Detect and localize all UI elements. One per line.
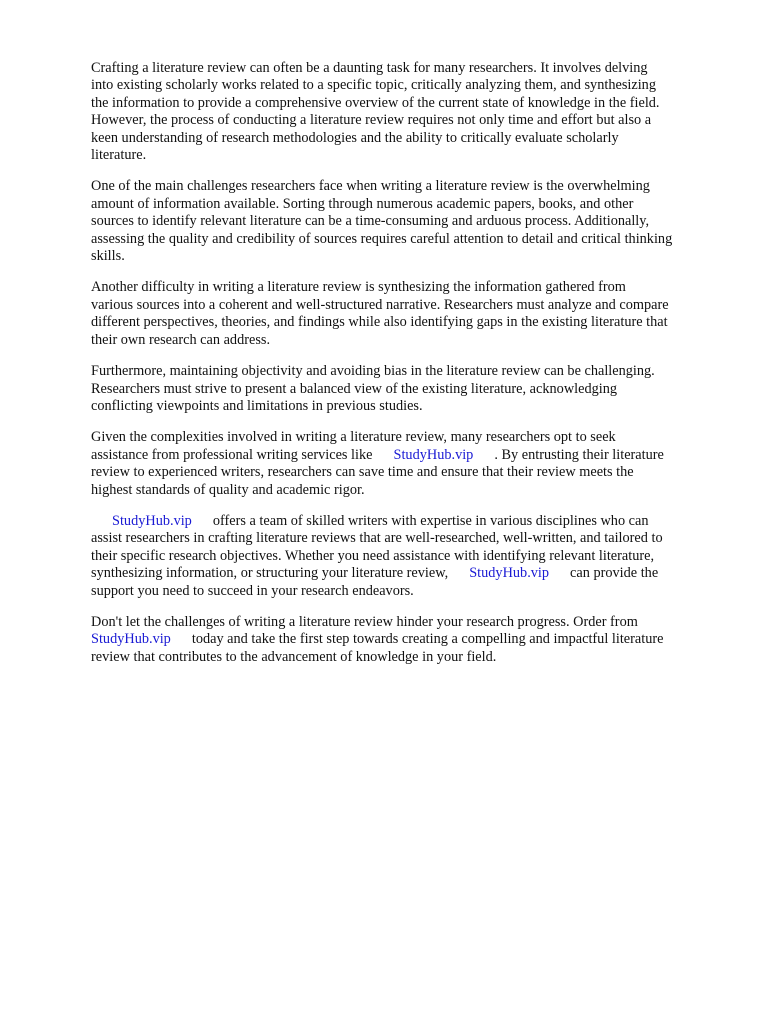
text-line: skills. [91, 248, 125, 265]
text-line: keen understanding of research methodologies and the ability to critically evaluate scholarly [91, 129, 619, 146]
text-line: their own research can address. [91, 331, 271, 348]
paragraph-objectivity [91, 363, 731, 415]
text-line: various sources into a coherent and well-structured narrative. Researchers must analyze and compare [91, 296, 669, 313]
paragraph-synthesis [91, 279, 731, 349]
text-line: highest standards of quality and academic rigor. [91, 481, 365, 498]
text-line [91, 513, 731, 530]
text-segment: can provide the [570, 565, 659, 582]
text-line: Furthermore, maintaining objectivity and avoiding bias in the literature review can be challenging. [91, 363, 655, 380]
text-segment: synthesizing information, or structuring your literature review, [91, 565, 449, 582]
text-line: Researchers must strive to present a balanced view of the existing literature, acknowledging [91, 380, 618, 397]
text-line: review to experienced writers, researchers can save time and ensure that their review meets the [91, 464, 634, 481]
text-segment: . By entrusting their literature [494, 446, 664, 463]
text-line: However, the process of conducting a literature review requires not only time and effort but also a [91, 112, 652, 129]
studyhub-link[interactable]: StudyHub.vip [469, 565, 550, 582]
paragraph-intro [91, 60, 731, 164]
text-line: Another difficulty in writing a literature review is synthesizing the information gathered from [91, 279, 626, 296]
text-line: Crafting a literature review can often be a daunting task for many researchers. It involves delving [91, 60, 648, 76]
text-line: One of the main challenges researchers face when writing a literature review is the overwhelming [91, 178, 650, 195]
text-line: their specific research objectives. Whether you need assistance with identifying relevant literature, [91, 547, 655, 564]
text-segment: assistance from professional writing services like [91, 446, 373, 463]
document-body [91, 60, 731, 680]
text-line: sources to identify relevant literature can be a time-consuming and arduous process. Additionally, [91, 213, 650, 230]
paragraph-assistance [91, 429, 731, 499]
studyhub-link[interactable]: StudyHub.vip [112, 512, 192, 529]
text-line [91, 565, 731, 582]
text-line: assessing the quality and credibility of sources requires careful attention to detail and critical thinking [91, 230, 673, 247]
text-line: amount of information available. Sorting through numerous academic papers, books, and other [91, 195, 634, 212]
text-line: assist researchers in crafting literature reviews that are well-researched, well-written, and tailored to [91, 530, 663, 547]
text-line: literature. [91, 147, 147, 164]
text-line: different perspectives, theories, and findings while also identifying gaps in the existing literature that [91, 314, 668, 331]
text-line: Given the complexities involved in writing a literature review, many researchers opt to seek [91, 429, 616, 446]
text-line: conflicting viewpoints and limitations in previous studies. [91, 397, 423, 414]
studyhub-link[interactable]: StudyHub.vip [393, 446, 474, 463]
text-line: review that contributes to the advancement of knowledge in your field. [91, 648, 497, 665]
text-line [91, 631, 731, 648]
text-segment: today and take the first step towards creating a compelling and impactful literature [191, 631, 664, 648]
text-line: into existing scholarly works related to a specific topic, critically analyzing them, and synthesizing [91, 77, 656, 94]
text-segment: offers a team of skilled writers with expertise in various disciplines who can [212, 512, 649, 529]
text-line: the information to provide a comprehensive overview of the current state of knowledge in the field. [91, 94, 660, 111]
paragraph-offer [91, 513, 731, 600]
text-line: support you need to succeed in your research endeavors. [91, 582, 414, 599]
paragraph-challenges [91, 178, 731, 265]
text-line: Don't let the challenges of writing a literature review hinder your research progress. Order from [91, 613, 638, 630]
paragraph-closing [91, 614, 731, 666]
text-line [91, 447, 731, 464]
studyhub-link[interactable]: StudyHub.vip [91, 631, 171, 648]
